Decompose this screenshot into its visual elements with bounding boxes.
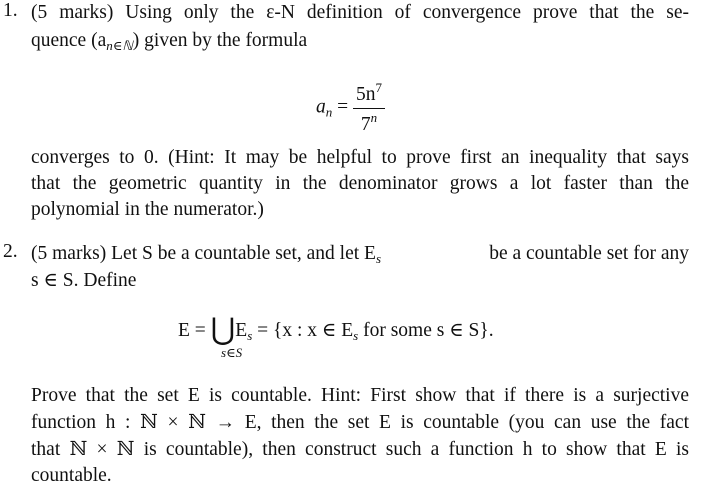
problem-1-line-2: quence $(a_{n\in ℕ})$ given by the formula (31, 30, 308, 53)
problem-1-line-5: polynomial in the numerator.) (31, 199, 264, 220)
union-index: s∈S (221, 345, 243, 360)
set-builder: = {x : x ∈ E (257, 320, 354, 341)
union-lhs: E = (178, 320, 206, 341)
problem-2-line-3: Prove that the set E is countable. Hint: First show that if there is a surjective (31, 385, 689, 406)
problem-1-line-3: converges to 0. (Hint: It may be helpful to prove first an inequality that says (31, 147, 689, 168)
problem-2-line-1-rest: be a countable set for any (489, 243, 689, 264)
numerator-base: 5n (356, 84, 376, 105)
problem-1-line-2-rest: given by the formula (144, 30, 308, 51)
union-term-sub: s (247, 328, 253, 343)
es-subscript: s (375, 251, 381, 266)
denominator-exponent: n (370, 110, 378, 125)
problem-2-line-5: that ℕ × ℕ is countable), then construct such a function h to show that E is (31, 439, 689, 460)
union-definition (178, 314, 494, 344)
problem-2-line-4: function h : ℕ × ℕ → E, then the set E is countable (you can use the fact (31, 412, 689, 433)
problem-1-line-1: (5 marks) Using only the ε-N definition of convergence prove that the se- (31, 2, 689, 23)
formula-denominator (353, 109, 385, 136)
formula-lhs: a (316, 96, 326, 118)
formula-fraction (353, 80, 385, 136)
formula-an (316, 80, 385, 136)
problem-2-line-6: countable. (31, 465, 112, 486)
numerator-exponent: 7 (375, 80, 382, 95)
denominator-base: 7 (360, 114, 371, 135)
sequence-index-set: n∈ℕ (106, 38, 133, 53)
formula-lhs-sub: n (325, 104, 333, 120)
problem-1-line-4: that the geometric quantity in the denominator grows a lot faster than the (31, 173, 689, 194)
problem-2-number: 2. (3, 241, 18, 262)
formula-equals: = (337, 96, 349, 118)
problem-2-line-2: s ∈ S. Define (31, 270, 137, 291)
set-builder-sub: s (353, 328, 359, 343)
formula-numerator (353, 80, 385, 109)
union-term: E (235, 320, 248, 341)
sequence-notation: quence (a (31, 30, 107, 51)
big-union-symbol: ⋃ (210, 313, 236, 346)
problem-1-number: 1. (3, 0, 18, 21)
problem-2-line-1-text: (5 marks) Let S be a countable set, and let E (31, 243, 376, 264)
set-builder-end: for some s ∈ S}. (363, 320, 494, 341)
